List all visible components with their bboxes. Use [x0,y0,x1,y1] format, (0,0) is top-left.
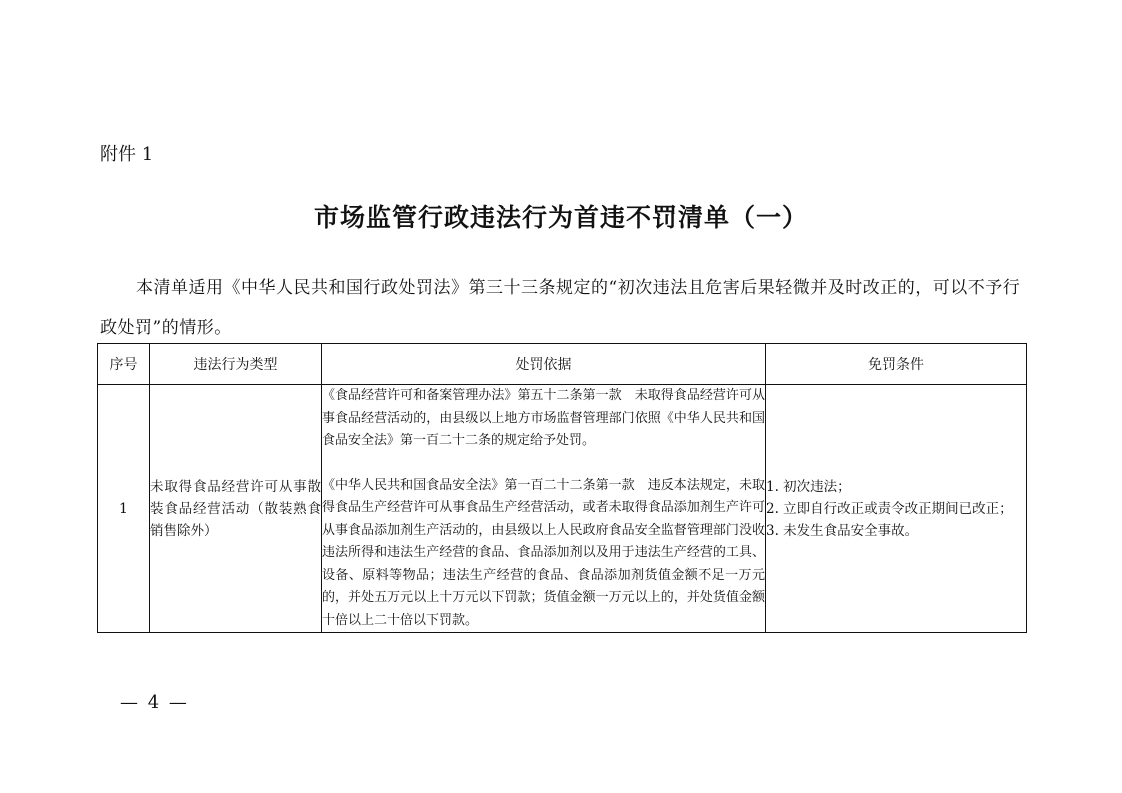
header-exemption-conditions: 免罚条件 [766,344,1027,385]
row-penalty-basis [322,385,766,633]
document-title: 市场监管行政违法行为首违不罚清单（一） [313,203,808,232]
row-violation-type: 未取得食品经营许可从事散装食品经营活动（散装熟食销售除外） [150,385,322,633]
intro-paragraph: 本清单适用《中华人民共和国行政处罚法》第三十三条规定的“初次违法且危害后果轻微并及时改正的，可以不予行政处罚”的情形。 [100,278,1021,338]
penalty-exemption-table [97,343,1027,633]
header-index: 序号 [98,344,150,385]
attachment-label: 附件 1 [100,144,154,165]
page-number: — 4 — [120,692,189,713]
row-index: 1 [98,385,150,633]
condition-item: 3. 未发生食品安全事故。 [766,522,919,539]
basis-paragraph: 《食品经营许可和备案管理办法》第五十二条第一款 未取得食品经营许可从事食品经营活动的，由县级以上地方市场监督管理部门依照《中华人民共和国食品安全法》第一百二十二条的规定给予处罚。 [322,388,765,448]
table-header-row [98,344,1027,385]
condition-item: 2. 立即自行改正或责令改正期间已改正； [766,500,1013,517]
table-row [98,385,1027,633]
row-exemption-conditions [766,385,1027,633]
header-penalty-basis: 处罚依据 [322,344,766,385]
basis-paragraph: 《中华人民共和国食品安全法》第一百二十二条第一款 违反本法规定，未取得食品生产经营许可从事食品生产经营活动，或者未取得食品添加剂生产许可从事食品添加剂生产活动的，由县级以上人民政府食品安全监督管理部门没收违法所得和违法生产经营的食品、食品添加剂以及用于违法生产经营的工具、设备、原料等物品；违法生产经营的食品、食品添加剂货值金额不足一万元的，并处五万元以上十万元以下罚款；货值金额一万元以上的，并处货值金额十倍以上二十倍以下罚款。 [322,477,765,628]
condition-item: 1. 初次违法； [766,478,851,495]
header-violation-type: 违法行为类型 [150,344,322,385]
